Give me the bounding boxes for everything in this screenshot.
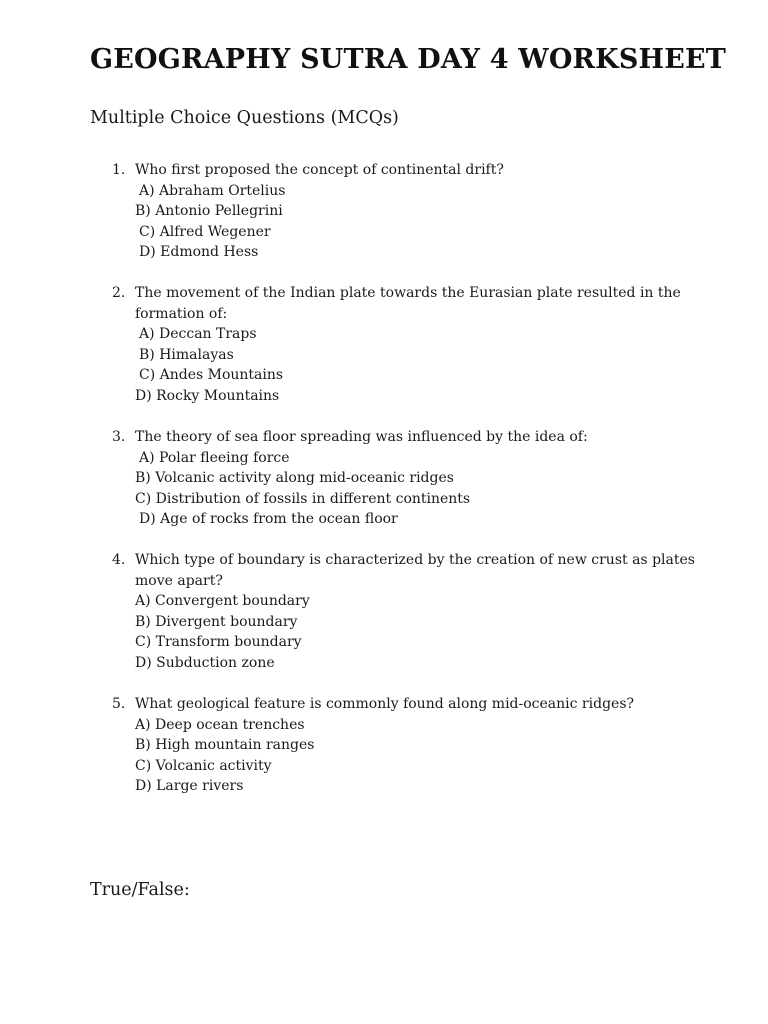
option-b: B) Himalayas [139, 346, 234, 363]
option-a: A) Polar fleeing force [139, 449, 290, 466]
question-body [135, 694, 655, 797]
question-text-continued: formation of: [135, 305, 228, 322]
question-number: 5. [112, 696, 126, 712]
option-c: C) Transform boundary [135, 634, 302, 651]
option-b: B) Volcanic activity along mid-oceanic ridges [135, 470, 454, 487]
option-a: A) Deep ocean trenches [135, 716, 305, 733]
option-c: C) Andes Mountains [139, 367, 284, 384]
option-d: D) Subduction zone [135, 654, 275, 671]
question-number: 3. [112, 429, 126, 445]
question-body [135, 550, 695, 674]
question-number: 1. [112, 162, 126, 178]
option-d: D) Age of rocks from the ocean floor [139, 511, 398, 528]
option-d: D) Rocky Mountains [135, 387, 280, 404]
question-text: Which type of boundary is characterized by the creation of new crust as plates [135, 552, 695, 568]
option-b: B) High mountain ranges [135, 737, 315, 754]
question-body [135, 283, 681, 407]
option-d: D) Large rivers [135, 778, 244, 795]
option-b: B) Antonio Pellegrini [135, 203, 283, 220]
question-text: Who first proposed the concept of continental drift? [135, 162, 504, 178]
question-number: 4. [112, 552, 126, 568]
option-a: A) Convergent boundary [135, 593, 310, 610]
option-d: D) Edmond Hess [139, 244, 259, 261]
option-a: A) Abraham Ortelius [139, 182, 286, 199]
section-heading-true-false: True/False: [90, 880, 190, 900]
option-b: B) Divergent boundary [135, 613, 298, 630]
option-c: C) Distribution of fossils in different continents [135, 490, 471, 507]
option-c: C) Volcanic activity [135, 757, 272, 774]
question-text: What geological feature is commonly found along mid-oceanic ridges? [135, 696, 635, 712]
question-text-continued: move apart? [135, 572, 223, 589]
question-body [135, 427, 655, 530]
option-c: C) Alfred Wegener [139, 223, 271, 240]
section-heading-mcq: Multiple Choice Questions (MCQs) [90, 108, 399, 128]
option-a: A) Deccan Traps [139, 326, 257, 343]
question-number: 2. [112, 285, 126, 301]
question-text: The movement of the Indian plate towards the Eurasian plate resulted in the [135, 285, 681, 301]
question-text: The theory of sea floor spreading was influenced by the idea of: [135, 429, 588, 445]
question-body [135, 160, 655, 263]
page-title: GEOGRAPHY SUTRA DAY 4 WORKSHEET [90, 44, 727, 75]
